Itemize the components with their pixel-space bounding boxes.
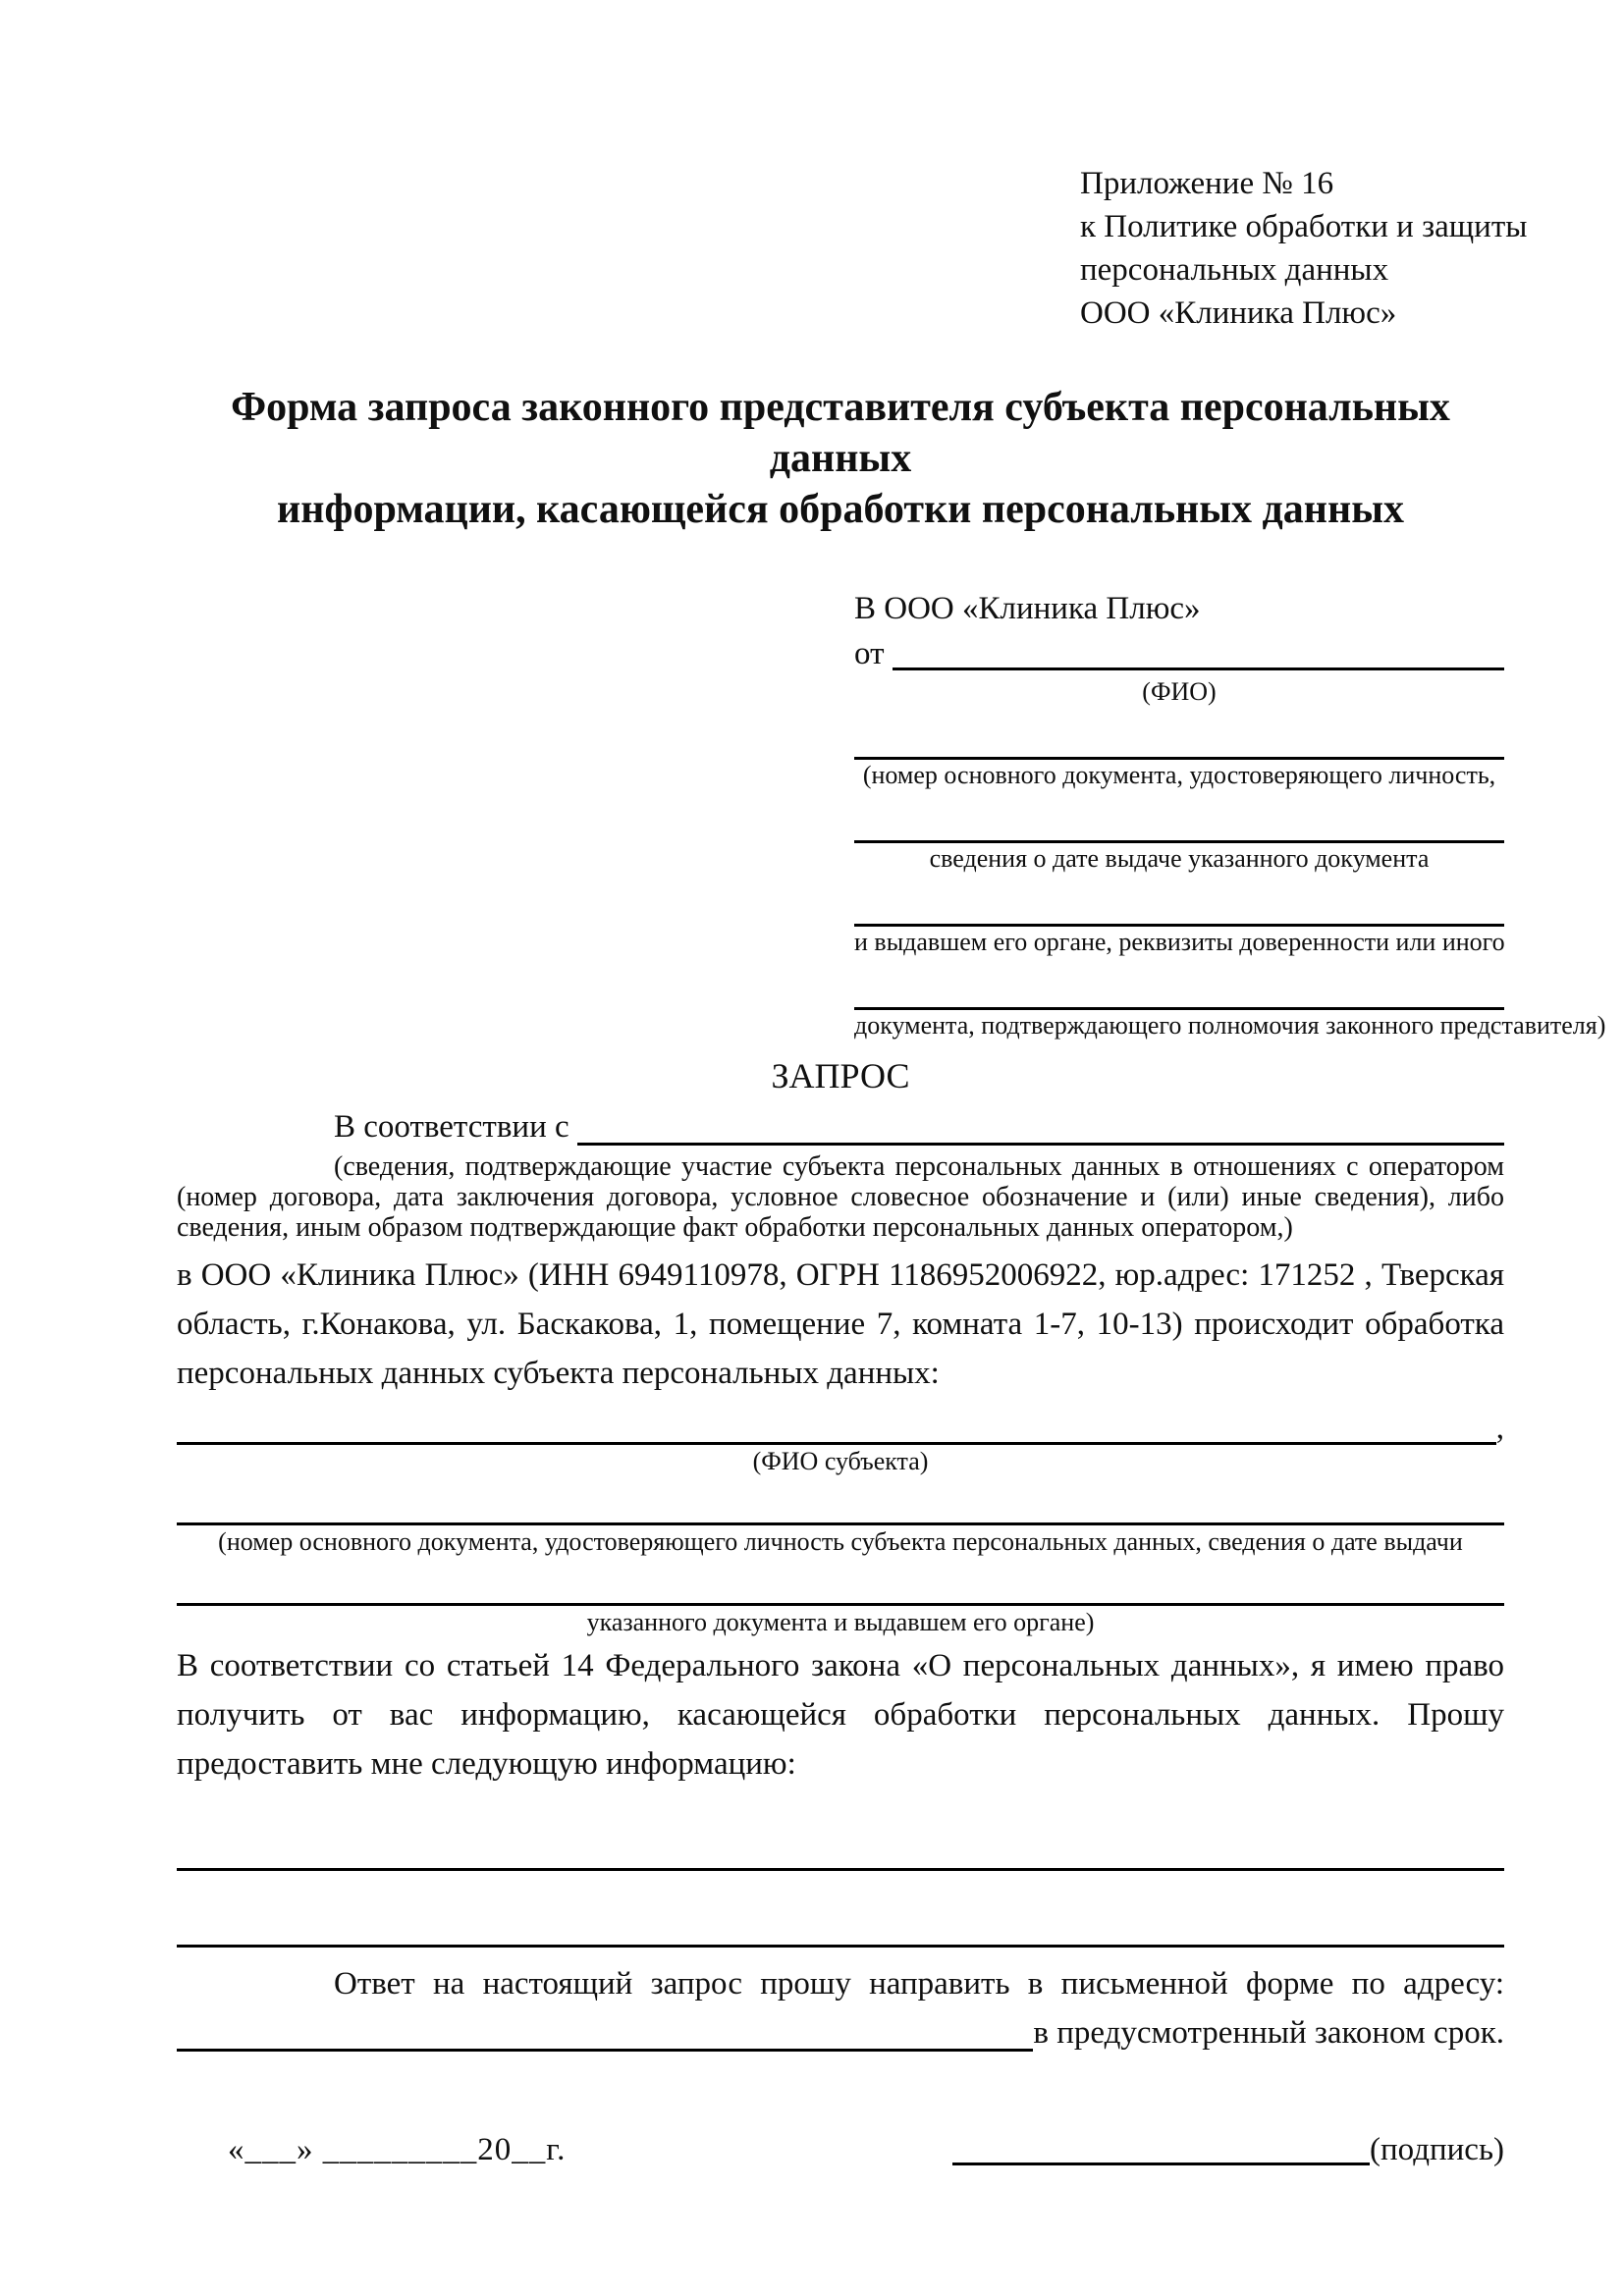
subject-document-caption: (номер основного документа, удостоверяющего личность субъекта персональных данных, сведения о дате выдачи [218,1527,1463,1556]
document-number-blank-line [854,718,1504,760]
according-field-row [177,1102,1504,1151]
issuing-authority-caption: и выдавшем его органе, реквизиты доверенности или иного [854,928,1505,956]
appendix-line: персональных данных [1080,252,1389,288]
document-number-caption: (номер основного документа, удостоверяющего личность, [862,761,1496,789]
date-blank-line: «___» _________20__г. [228,2132,567,2167]
document-title [177,382,1504,535]
signature-caption: (подпись) [1370,2132,1504,2167]
appendix-line: Приложение № 16 [1080,166,1334,201]
reply-paragraph: Ответ на настоящий запрос прошу направить в письменной форме по адресу: [334,1966,1504,2002]
reply-address-blank-line [177,2049,1033,2052]
footer-row [177,2128,1504,2171]
subject-document-authority-blank-row [177,1559,1504,1606]
trailing-comma: , [1495,1411,1504,1446]
requested-info-blank-row-1 [177,1824,1504,1871]
signature-blank-line [952,2163,1370,2165]
issue-date-blank-line [854,801,1504,843]
document-title-line-1: Форма запроса законного представителя субъекта персональных данных [231,385,1450,481]
document-title-line-2: информации, касающейся обработки персональных данных [277,487,1404,532]
subject-document-blank-row [177,1478,1504,1525]
requested-info-blank-row-2 [177,1900,1504,1948]
reply-paragraph-tail: в предусмотренный законом срок. [1033,2015,1504,2051]
from-blank-line [893,667,1505,670]
issuing-authority-blank-line [854,884,1504,927]
subject-fio-blank-row [177,1398,1504,1445]
signature-group [952,2128,1504,2171]
relation-evidence-footnote: (сведения, подтверждающие участие субъекта персональных данных в отношениях с оператором (номер договора, дата заключения договора, условное словесное обозначение и (или) иные сведения), либо сведения, иным образом подтверждающие факт обработки персональных данных оператором,) [177,1151,1504,1243]
subject-document-authority-caption: указанного документа и выдавшем его органе) [586,1608,1095,1636]
fio-caption: (ФИО) [1142,677,1217,706]
request-heading: ЗАПРОС [771,1056,910,1095]
representative-authority-caption: документа, подтверждающего полномочия законного представителя) [854,1011,1606,1040]
law-paragraph: В соответствии со статьей 14 Федерального закона «О персональных данных», я имею право получить от вас информацию, касающейся обработки персональных данных. Прошу предоставить мне следующую информацию: [177,1648,1504,1782]
requested-info-blank-line-1 [177,1868,1504,1871]
appendix-line: к Политике обработки и защиты [1080,209,1528,244]
operator-paragraph: в ООО «Клиника Плюс» (ИНН 6949110978, ОГРН 1186952006922, юр.адрес: 171252 , Тверская область, г.Конакова, ул. Баскакова, 1, помещение 7, комната 1-7, 10-13) происходит обработка персональных данных субъекта персональных данных: [177,1257,1504,1391]
issue-date-caption: сведения о дате выдаче указанного документа [929,844,1430,873]
according-blank-line [577,1143,1504,1146]
from-field-row [854,631,1504,676]
appendix-line: ООО «Клиника Плюс» [1080,295,1397,331]
according-label: В соответствии с [334,1109,569,1145]
addressee-block [854,586,1606,1041]
subject-fio-caption: (ФИО субъекта) [752,1447,929,1475]
appendix-note [1080,162,1528,335]
reply-address-row [177,2008,1504,2057]
addressee-company: В ООО «Клиника Плюс» [854,591,1201,626]
representative-authority-blank-line [854,968,1504,1010]
requested-info-blank-line-2 [177,1945,1504,1948]
from-label: от [854,636,885,671]
